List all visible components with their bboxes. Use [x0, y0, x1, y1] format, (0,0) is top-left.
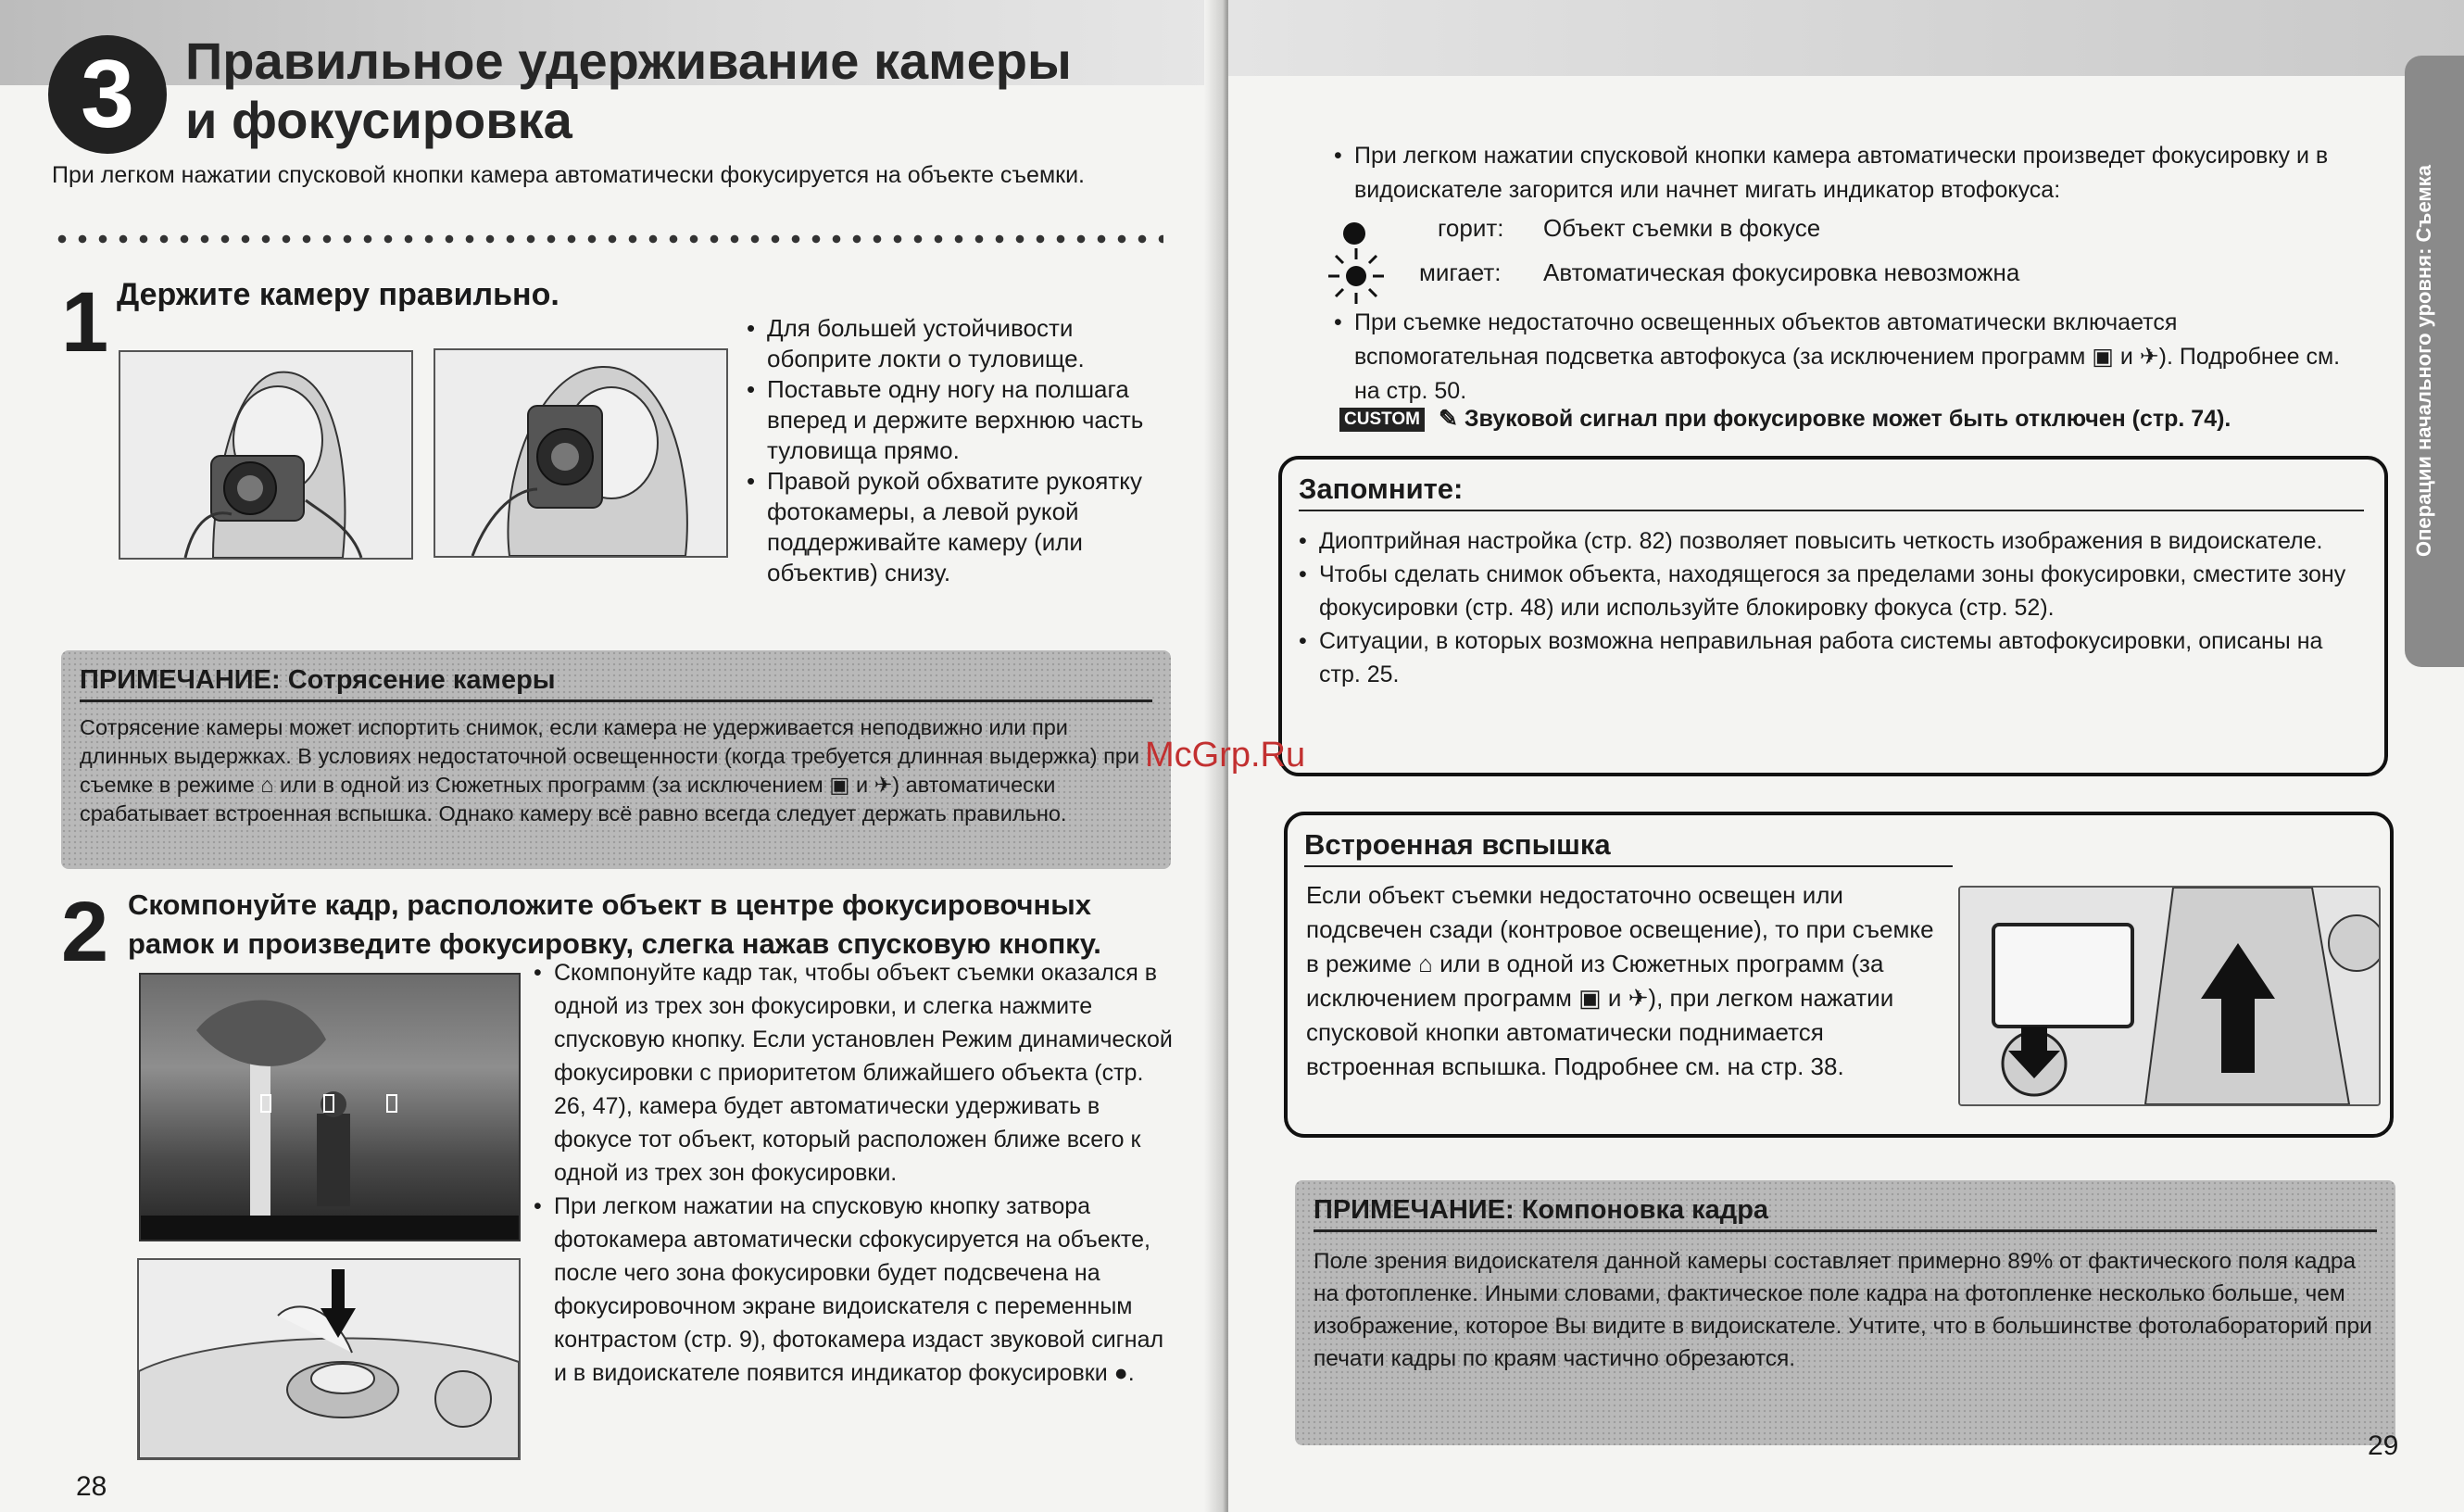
- list-item: • Чтобы сделать снимок объекта, находящегося за пределами зоны фокусировки, сместите зону фокусировки (стр. 48) или используйте блокировку фокуса (стр. 52).: [1299, 558, 2355, 624]
- person-vertical-grip-icon: [435, 350, 726, 556]
- lit-label: горит:: [1438, 214, 1504, 242]
- illustration-hold-horizontal: [119, 350, 413, 560]
- blink-label: мигает:: [1419, 258, 1502, 286]
- intro-text: При легком нажатии спусковой кнопки камера автоматически фокусируется на объекте съемки.: [52, 162, 1085, 188]
- step-1-bullets: [747, 313, 1173, 588]
- list-item: • Скомпонуйте кадр так, чтобы объект съемки оказался в одной из трех зон фокусировки, и слегка нажмите спусковую кнопку. Если установлен Режим динамической фокусировки с приоритетом ближайшего объекта (стр. 26, 47), камера будет автоматически удерживать в фокусе тот объект, который расположен ближе всего к одной из трех зон фокусировки.: [534, 956, 1182, 1190]
- step-2-title: Скомпонуйте кадр, расположите объект в центре фокусировочных рамок и произведите фокусировку, слегка нажав спусковую кнопку.: [128, 888, 1101, 960]
- list-item: • Диоптрийная настройка (стр. 82) позволяет повысить четкость изображения в видоискателе.: [1299, 524, 2355, 558]
- custom-text: Звуковой сигнал при фокусировке может быть отключен (стр. 74).: [1464, 406, 2231, 432]
- chapter-number: 3: [48, 35, 167, 154]
- note-title: ПРИМЕЧАНИЕ: Компоновка кадра: [1314, 1195, 2377, 1232]
- list-item: • Правой рукой обхватите рукоятку фотокамеры, а левой рукой поддерживайте камеру (или объектив) снизу.: [747, 466, 1173, 588]
- step-1-number: 1: [61, 275, 109, 370]
- note-body: Сотрясение камеры может испортить снимок, если камера не удерживается неподвижно или при длинных выдержках. В условиях недостаточной освещенности (когда требуется длинная выдержка) при съемке в режиме ⌂ или в одной из Сюжетных программ (за исключением ▣ и ✈) автоматически срабатывает встроенная вспышка. Однако камеру всё равно всегда следует держать правильно.: [80, 715, 1140, 825]
- right-page: [1228, 0, 2464, 1512]
- left-page: [0, 0, 1221, 1512]
- watermark: McGrp.Ru: [1145, 736, 1306, 775]
- remember-box: [1278, 456, 2388, 776]
- list-item: • При съемке недостаточно освещенных объектов автоматически включается вспомогательная подсветка автофокуса (за исключением программ ▣ и ✈). Подробнее см. на стр. 50.: [1334, 306, 2362, 409]
- custom-badge: CUSTOM: [1339, 408, 1425, 432]
- custom-setting-note: [1339, 402, 2386, 435]
- flash-title: Встроенная вспышка: [1304, 828, 1953, 867]
- indicator-blinking-icon: [1326, 246, 1386, 306]
- blink-text: Автоматическая фокусировка невозможна: [1543, 258, 2020, 286]
- af-assist-bullets: [1334, 306, 2362, 409]
- viewfinder-photo: [139, 973, 521, 1241]
- list-item: • Для большей устойчивости обоприте локти о туловище.: [747, 313, 1173, 374]
- custom-pencil-icon: ✎: [1438, 406, 1465, 432]
- note-title: ПРИМЕЧАНИЕ: Сотрясение камеры: [80, 665, 1152, 702]
- shutter-button-icon: [139, 1260, 519, 1458]
- camera-flash-up-icon: [1960, 888, 2379, 1104]
- page-title: [185, 32, 1072, 150]
- flash-body: Если объект съемки недостаточно освещен или подсвечен сзади (контровое освещение), то при съемке в режиме ⌂ или в одной из Сюжетных программ (за исключением программ ▣ и ✈), при легком нажатии спусковой кнопки автоматически поднимается встроенная вспышка. Подробнее см. на стр. 38.: [1306, 881, 1934, 1080]
- section-tab-label: Операции начального уровня: Съемка: [2412, 165, 2435, 558]
- lit-text: Объект съемки в фокусе: [1543, 214, 1821, 242]
- list-item: • При легком нажатии на спусковую кнопку затвора фотокамера автоматически сфокусируется на объекте, после чего зона фокусировки будет подсвечена на фокусировочном экране видоискателя с переменным контрастом (стр. 9), фотокамера издаст звуковой сигнал и в видоискателе появится индикатор фокусировки ●.: [534, 1190, 1182, 1390]
- remember-title: Запомните:: [1299, 472, 2364, 511]
- step-2-bullets: [534, 956, 1182, 1390]
- illustration-hold-vertical: [434, 348, 728, 558]
- header-band: [1228, 0, 2464, 76]
- page-number: 28: [76, 1471, 107, 1502]
- note-camera-shake: [61, 650, 1171, 869]
- title-line-1: Правильное удерживание камеры: [185, 32, 1072, 90]
- page-number: 29: [2368, 1430, 2399, 1461]
- remember-bullets: [1299, 524, 2355, 691]
- step-1-title: Держите камеру правильно.: [117, 277, 559, 312]
- note-body: Поле зрения видоискателя данной камеры составляет примерно 89% от фактического поля кадра на фотопленке. Иными словами, фактическое поле кадра на фотопленке несколько больше, чем изображение, которое Вы видите в видоискателе. Учтите, что в большинстве фотолабораторий при печати кадры по краям частично обрезаются.: [1314, 1249, 2372, 1371]
- list-item: • Ситуации, в которых возможна неправильная работа системы автофокусировки, описаны на стр. 25.: [1299, 624, 2355, 691]
- step-2-number: 2: [61, 885, 109, 979]
- person-holding-camera-icon: [120, 352, 411, 558]
- tree-scene-icon: [141, 975, 519, 1240]
- note-frame-coverage: [1295, 1180, 2395, 1445]
- title-line-2: и фокусировка: [185, 91, 572, 149]
- list-item: • Поставьте одну ногу на полшага вперед и держите верхнюю часть туловища прямо.: [747, 374, 1173, 466]
- shutter-press-illustration: [137, 1258, 521, 1460]
- flash-illustration: [1958, 886, 2381, 1106]
- list-item: • При легком нажатии спусковой кнопки камера автоматически произведет фокусировку и в видоискателе загорится или начнет мигать индикатор втофокуса:: [1334, 139, 2362, 208]
- dotted-divider: [52, 233, 1163, 245]
- af-indicator-bullets: [1334, 139, 2362, 208]
- built-in-flash-box: [1284, 812, 2394, 1138]
